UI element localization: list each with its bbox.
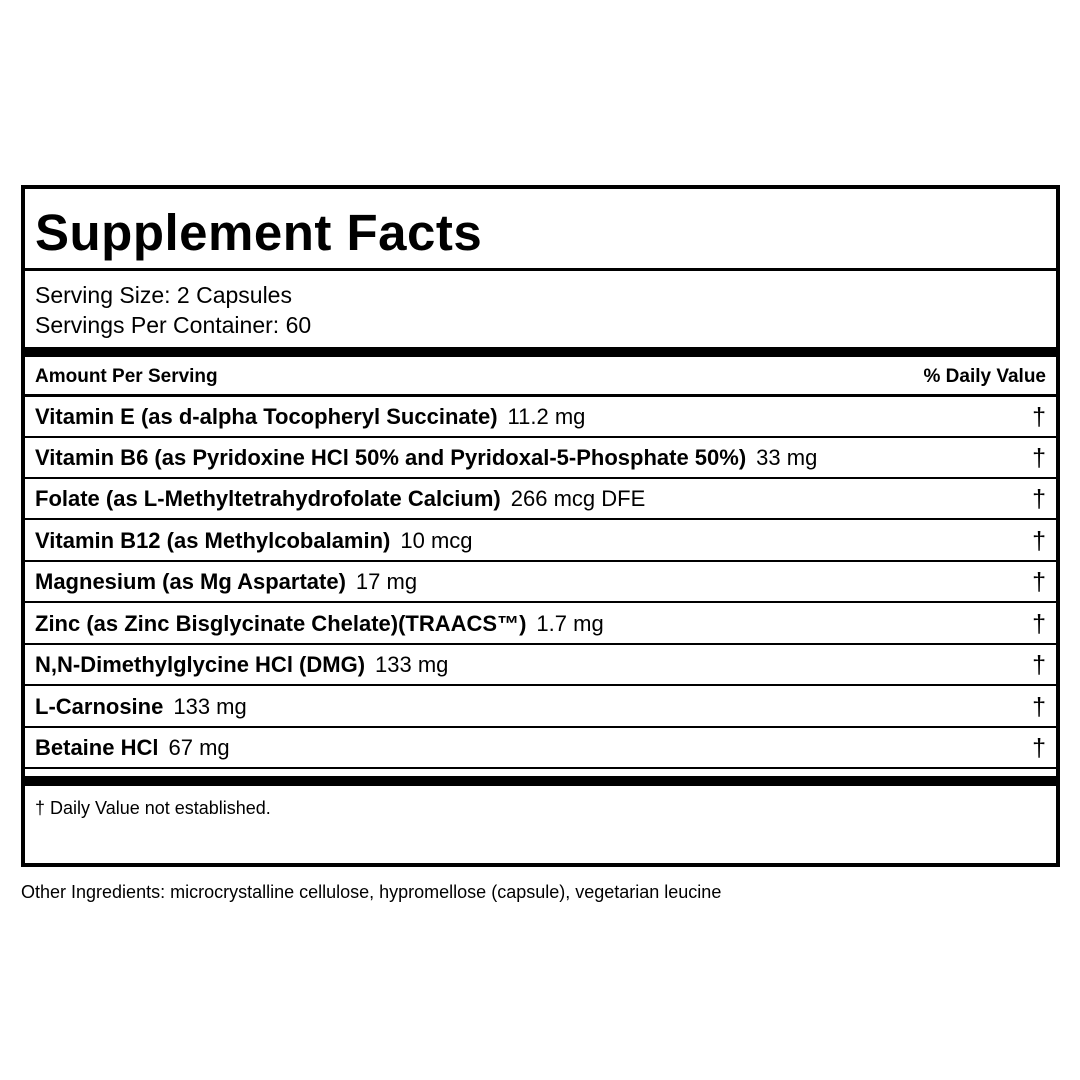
serving-size: Serving Size: 2 Capsules <box>35 282 292 308</box>
ingredient-row <box>35 522 1046 560</box>
table-header <box>35 365 1046 389</box>
row-divider <box>25 767 1056 769</box>
other-ingredients: Other Ingredients: microcrystalline cellulose, hypromellose (capsule), vegetarian leucine <box>21 882 722 902</box>
ingredient-row <box>35 480 1046 518</box>
dagger-icon: † <box>1032 734 1046 762</box>
divider-thin <box>25 268 1056 271</box>
ingredient-row <box>35 605 1046 643</box>
ingredient-name: Betaine HCl <box>35 735 159 760</box>
ingredient-amount: 1.7 mg <box>536 611 604 636</box>
ingredient-row <box>35 439 1046 477</box>
ingredient-name: Vitamin B12 (as Methylcobalamin) <box>35 528 391 553</box>
row-divider <box>25 436 1056 438</box>
divider-thick <box>25 347 1056 357</box>
dagger-icon: † <box>1032 527 1046 555</box>
servings-per-container: Servings Per Container: 60 <box>35 312 312 338</box>
row-divider <box>25 560 1056 562</box>
dagger-icon: † <box>1032 403 1046 431</box>
serving-info <box>35 280 311 340</box>
dagger-icon: † <box>1032 651 1046 679</box>
ingredient-amount: 266 mcg DFE <box>510 486 646 511</box>
divider-thin <box>25 394 1056 397</box>
row-divider <box>25 726 1056 728</box>
ingredient-amount: 133 mg <box>375 652 449 677</box>
ingredient-name: Zinc (as Zinc Bisglycinate Chelate)(TRAACS™) <box>35 611 527 636</box>
ingredient-name: Vitamin E (as d-alpha Tocopheryl Succinate) <box>35 404 498 429</box>
ingredient-amount: 67 mg <box>168 735 230 760</box>
ingredient-name: Folate (as L-Methyltetrahydrofolate Calcium) <box>35 486 501 511</box>
row-divider <box>25 477 1056 479</box>
ingredient-amount: 10 mcg <box>400 528 473 553</box>
row-divider <box>25 518 1056 520</box>
daily-value-label: % Daily Value <box>923 366 1046 387</box>
amount-per-serving-label: Amount Per Serving <box>35 366 218 387</box>
dagger-icon: † <box>1032 693 1046 721</box>
dagger-icon: † <box>1032 485 1046 513</box>
row-divider <box>25 643 1056 645</box>
ingredient-name: L-Carnosine <box>35 694 164 719</box>
row-divider <box>25 684 1056 686</box>
ingredient-name: Magnesium (as Mg Aspartate) <box>35 569 346 594</box>
ingredient-row <box>35 563 1046 601</box>
ingredient-amount: 33 mg <box>756 445 818 470</box>
ingredient-row <box>35 729 1046 767</box>
footnote: † Daily Value not established. <box>35 798 271 818</box>
ingredient-name: Vitamin B6 (as Pyridoxine HCl 50% and Pyridoxal-5-Phosphate 50%) <box>35 445 747 470</box>
ingredient-row <box>35 688 1046 726</box>
row-divider <box>25 601 1056 603</box>
ingredient-amount: 133 mg <box>173 694 247 719</box>
ingredient-amount: 11.2 mg <box>507 404 586 429</box>
dagger-icon: † <box>1032 610 1046 638</box>
dagger-icon: † <box>1032 568 1046 596</box>
divider-thick <box>25 776 1056 786</box>
ingredient-amount: 17 mg <box>355 569 418 594</box>
ingredient-row <box>35 646 1046 684</box>
panel-title: Supplement Facts <box>35 204 483 261</box>
ingredient-name: N,N-Dimethylglycine HCl (DMG) <box>35 652 366 677</box>
supplement-facts-panel <box>21 185 1060 867</box>
dagger-icon: † <box>1032 444 1046 472</box>
ingredient-row <box>35 398 1046 436</box>
